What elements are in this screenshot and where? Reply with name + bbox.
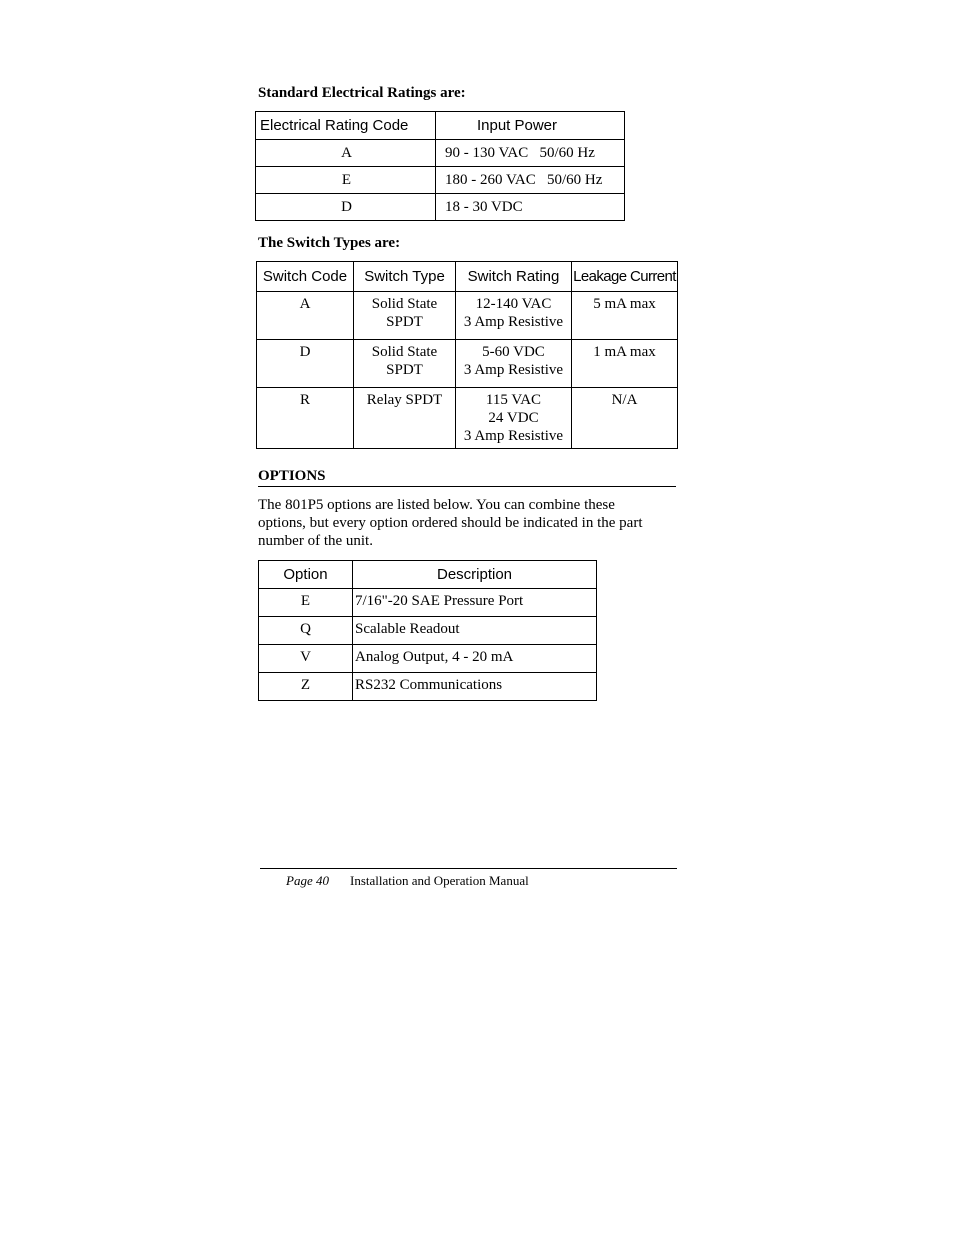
switch-type (354, 340, 456, 388)
options-paragraph (258, 496, 678, 550)
switch-rating-line: 3 Amp Resistive (463, 362, 564, 378)
option-code: Z (259, 673, 353, 701)
electrical-ratings-heading: Standard Electrical Ratings are: (258, 85, 466, 101)
header-input-power: Input Power (436, 112, 625, 140)
table-row (257, 388, 678, 449)
header-electrical-rating-code: Electrical Rating Code (256, 112, 436, 140)
electrical-ratings-table (255, 111, 625, 221)
switch-type-line: Solid State (371, 296, 438, 312)
option-description: Analog Output, 4 - 20 mA (353, 645, 597, 673)
switch-types-heading: The Switch Types are: (258, 235, 401, 251)
header-description: Description (353, 561, 597, 589)
switch-rating (456, 292, 572, 340)
switch-rating-line: 5-60 VDC (482, 344, 545, 360)
table-row (256, 167, 625, 194)
header-switch-type: Switch Type (354, 262, 456, 292)
rating-code: D (256, 194, 436, 221)
switch-code: R (257, 388, 354, 449)
paragraph-line: options, but every option ordered should be indicated in the part (258, 515, 643, 531)
option-code: Q (259, 617, 353, 645)
page-number: Page 40 (286, 873, 329, 888)
switch-code: A (257, 292, 354, 340)
switch-type (354, 292, 456, 340)
footer-divider (260, 868, 677, 869)
paragraph-line: The 801P5 options are listed below. You can combine these (258, 497, 615, 513)
switch-rating (456, 388, 572, 449)
table-row (259, 589, 597, 617)
option-description: RS232 Communications (353, 673, 597, 701)
table-row (256, 140, 625, 167)
switch-rating-line: 24 VDC (488, 410, 539, 426)
input-power: 90 - 130 VAC 50/60 Hz (436, 140, 625, 167)
header-switch-rating: Switch Rating (456, 262, 572, 292)
options-divider (258, 486, 676, 487)
manual-title: Installation and Operation Manual (350, 873, 529, 888)
table-row (257, 292, 678, 340)
options-heading: OPTIONS (258, 468, 326, 484)
switch-rating (456, 340, 572, 388)
option-description: 7/16"-20 SAE Pressure Port (353, 589, 597, 617)
leakage-current: N/A (572, 388, 678, 449)
switch-types-table (256, 261, 678, 449)
table-header-row (256, 112, 625, 140)
table-row (256, 194, 625, 221)
table-row (257, 340, 678, 388)
rating-code: A (256, 140, 436, 167)
switch-rating-line: 12-140 VAC (475, 296, 552, 312)
switch-type-line: Solid State (371, 344, 438, 360)
table-header-row (257, 262, 678, 292)
option-description: Scalable Readout (353, 617, 597, 645)
options-table (258, 560, 597, 701)
input-power: 180 - 260 VAC 50/60 Hz (436, 167, 625, 194)
input-power: 18 - 30 VDC (436, 194, 625, 221)
header-switch-code: Switch Code (257, 262, 354, 292)
option-code: V (259, 645, 353, 673)
switch-rating-line: 115 VAC (485, 392, 542, 408)
leakage-current: 1 mA max (572, 340, 678, 388)
paragraph-line: number of the unit. (258, 533, 373, 549)
leakage-current: 5 mA max (572, 292, 678, 340)
switch-type-line: SPDT (386, 362, 423, 378)
table-row (259, 645, 597, 673)
table-row (259, 617, 597, 645)
rating-code: E (256, 167, 436, 194)
switch-type-line: Relay SPDT (366, 392, 443, 408)
switch-code: D (257, 340, 354, 388)
table-header-row (259, 561, 597, 589)
switch-type-line: SPDT (386, 314, 423, 330)
option-code: E (259, 589, 353, 617)
switch-rating-line: 3 Amp Resistive (463, 428, 564, 444)
switch-type (354, 388, 456, 449)
table-row (259, 673, 597, 701)
header-option: Option (259, 561, 353, 589)
switch-rating-line: 3 Amp Resistive (463, 314, 564, 330)
header-leakage-current: Leakage Current (572, 262, 678, 292)
